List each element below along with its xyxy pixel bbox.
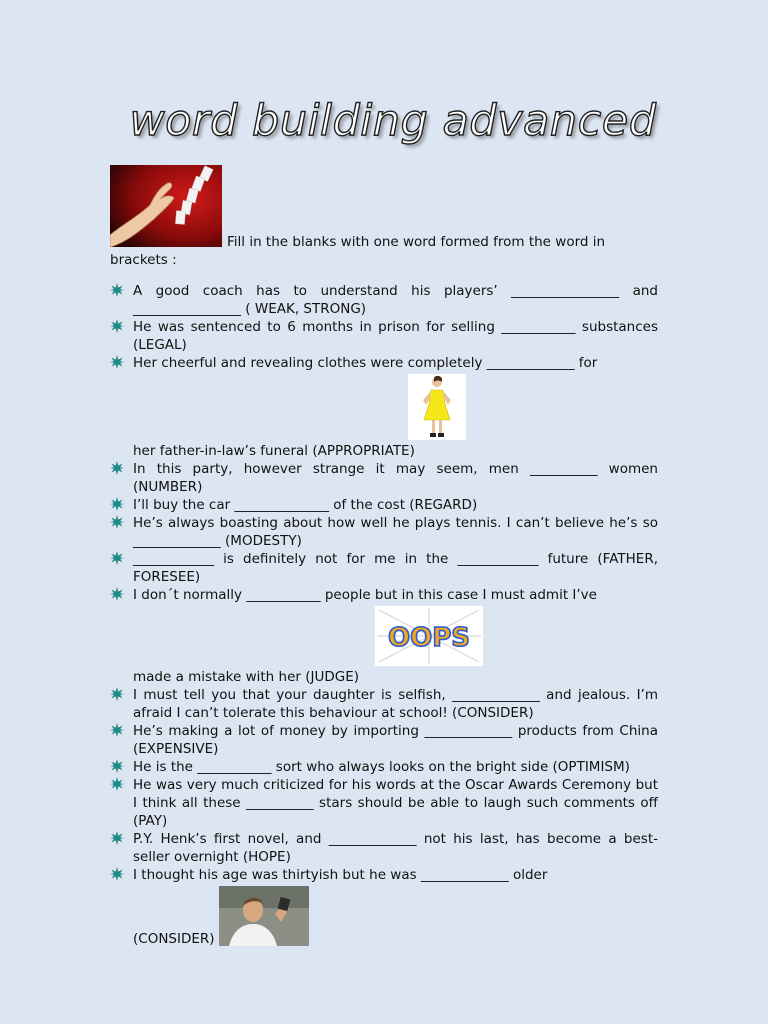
- list-item: [110, 514, 658, 550]
- item-text: I must tell you that your daughter is selfish, _____________ and jealous. I’m afraid I can’t tolerate this behaviour at school! (CONSIDER): [133, 687, 658, 721]
- list-item: [110, 830, 658, 866]
- dress-image-wrap: [133, 374, 658, 442]
- instructions-text: Fill in the blanks with one word formed from the word in brackets :: [110, 234, 606, 268]
- list-item: [110, 866, 658, 946]
- item-text: A good coach has to understand his players’ ________________ and ________________ ( WEAK, STRONG): [133, 283, 658, 317]
- star-bullet-icon: [110, 497, 124, 511]
- list-item: [110, 776, 658, 830]
- exercise-list: [110, 282, 658, 946]
- oops-image: [375, 606, 483, 666]
- star-bullet-icon: [110, 461, 124, 475]
- item-text-continued: made a mistake with her (JUDGE): [133, 669, 360, 685]
- man-image-row: [133, 884, 658, 946]
- star-bullet-icon: [110, 355, 124, 369]
- item-text-continued: (CONSIDER): [133, 931, 215, 947]
- list-item: [110, 496, 658, 514]
- star-bullet-icon: [110, 551, 124, 565]
- star-bullet-icon: [110, 759, 124, 773]
- star-bullet-icon: [110, 587, 124, 601]
- oops-image-wrap: [133, 606, 658, 668]
- item-text: He was very much criticized for his words at the Oscar Awards Ceremony but I think all these __________ stars should be able to laugh such comments off (PAY): [133, 777, 658, 829]
- item-text: Her cheerful and revealing clothes were completely _____________ for: [133, 355, 598, 371]
- page-title: word building advanced: [129, 96, 657, 146]
- star-bullet-icon: [110, 687, 124, 701]
- list-item: [110, 758, 658, 776]
- item-text: He’s always boasting about how well he plays tennis. I can’t believe he’s so _____________ (MODESTY): [133, 515, 658, 549]
- man-smiling-image: [219, 886, 309, 946]
- item-text: I’ll buy the car ______________ of the cost (REGARD): [133, 497, 478, 513]
- list-item: [110, 460, 658, 496]
- oops-text: OOPS: [388, 623, 470, 653]
- item-text: He is the ___________ sort who always looks on the bright side (OPTIMISM): [133, 759, 630, 775]
- list-item: [110, 686, 658, 722]
- item-text: He was sentenced to 6 months in prison for selling ___________ substances (LEGAL): [133, 319, 658, 353]
- item-text: In this party, however strange it may seem, men __________ women (NUMBER): [133, 461, 658, 495]
- star-bullet-icon: [110, 319, 124, 333]
- list-item: [110, 354, 658, 460]
- list-item: [110, 586, 658, 686]
- star-bullet-icon: [110, 831, 124, 845]
- item-text: ____________ is definitely not for me in the ____________ future (FATHER, FORESEE): [133, 551, 658, 585]
- item-text: I don´t normally ___________ people but in this case I must admit I’ve: [133, 587, 597, 603]
- list-item: [110, 318, 658, 354]
- list-item: [110, 722, 658, 758]
- instructions: [110, 233, 658, 269]
- star-bullet-icon: [110, 515, 124, 529]
- woman-yellow-dress-image: [408, 374, 466, 440]
- item-text: He’s making a lot of money by importing _____________ products from China (EXPENSIVE): [133, 723, 658, 757]
- item-text: I thought his age was thirtyish but he was _____________ older: [133, 867, 548, 883]
- list-item: [110, 282, 658, 318]
- star-bullet-icon: [110, 777, 124, 791]
- star-bullet-icon: [110, 283, 124, 297]
- list-item: [110, 550, 658, 586]
- star-bullet-icon: [110, 867, 124, 881]
- item-text-continued: her father-in-law’s funeral (APPROPRIATE): [133, 443, 415, 459]
- star-bullet-icon: [110, 723, 124, 737]
- item-text: P.Y. Henk’s first novel, and _____________ not his last, has become a best-seller overnight (HOPE): [133, 831, 658, 865]
